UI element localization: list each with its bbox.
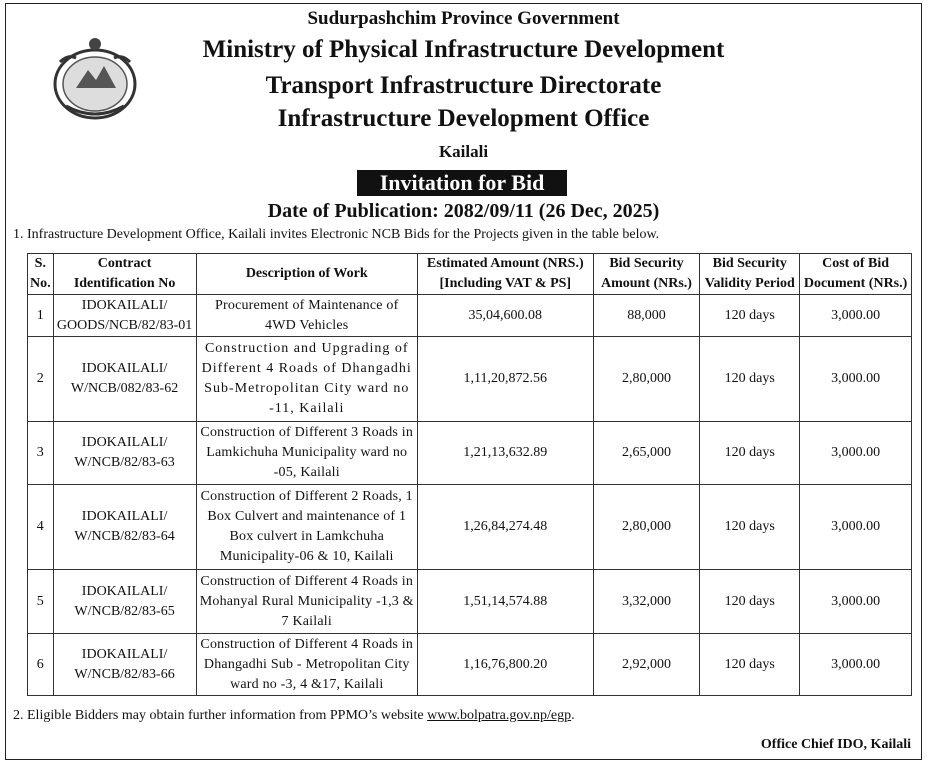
cell-cost: 3,000.00 xyxy=(800,295,912,337)
cell-validity: 120 days xyxy=(700,295,800,337)
cell-description: Construction of Different 2 Roads, 1 Box Culvert and maintenance of 1 Box culvert in Lamkchuha Municipality-06 & 10, Kailali xyxy=(196,485,417,570)
cell-validity: 120 days xyxy=(700,337,800,422)
cell-security: 3,32,000 xyxy=(593,570,700,634)
header-security: Bid Security Amount (NRs.) xyxy=(593,254,700,295)
office-heading: Infrastructure Development Office xyxy=(277,105,650,132)
table-row xyxy=(28,295,912,337)
cell-amount: 1,26,84,274.48 xyxy=(417,485,593,570)
cell-cost: 3,000.00 xyxy=(800,337,912,422)
cell-sn: 3 xyxy=(28,422,54,485)
cell-validity: 120 days xyxy=(700,422,800,485)
cell-amount: 35,04,600.08 xyxy=(417,295,593,337)
note-2 xyxy=(13,708,575,724)
ppmo-website-link[interactable]: www.bolpatra.gov.np/egp xyxy=(427,708,572,723)
table-row xyxy=(28,337,912,422)
note-1: 1. Infrastructure Development Office, Kailali invites Electronic NCB Bids for the Projects given in the table below. xyxy=(13,227,660,242)
cell-validity: 120 days xyxy=(700,485,800,570)
cell-sn: 6 xyxy=(28,634,54,696)
cell-description: Construction and Upgrading of Different 4 Roads of Dhangadhi Sub-Metropolitan City ward no -11, Kailali xyxy=(196,337,417,422)
cell-contract: IDOKAILALI/ W/NCB/082/83-62 xyxy=(53,337,196,422)
cell-contract: IDOKAILALI/ GOODS/NCB/82/83-01 xyxy=(53,295,196,337)
table-row xyxy=(28,422,912,485)
header-description: Description of Work xyxy=(196,254,417,295)
signature: Office Chief IDO, Kailali xyxy=(760,737,911,752)
invitation-banner: Invitation for Bid xyxy=(357,170,567,196)
cell-cost: 3,000.00 xyxy=(800,570,912,634)
note-2-text: 2. Eligible Bidders may obtain further information from PPMO’s website xyxy=(13,708,428,723)
header-amount: Estimated Amount (NRS.) [Including VAT & PS] xyxy=(417,254,593,295)
cell-cost: 3,000.00 xyxy=(800,634,912,696)
cell-description: Construction of Different 4 Roads in Mohanyal Rural Municipality -1,3 & 7 Kailali xyxy=(196,570,417,634)
cell-security: 2,65,000 xyxy=(593,422,700,485)
cell-validity: 120 days xyxy=(700,570,800,634)
directorate-heading: Transport Infrastructure Directorate xyxy=(265,72,662,99)
district-heading: Kailali xyxy=(438,142,489,161)
cell-security: 2,92,000 xyxy=(593,634,700,696)
cell-security: 88,000 xyxy=(593,295,700,337)
table-row xyxy=(28,570,912,634)
header-cost: Cost of Bid Document (NRs.) xyxy=(800,254,912,295)
publication-date: Date of Publication: 2082/09/11 (26 Dec, 2025) xyxy=(267,200,660,222)
header-contract: Contract Identification No xyxy=(53,254,196,295)
cell-contract: IDOKAILALI/ W/NCB/82/83-65 xyxy=(53,570,196,634)
cell-amount: 1,51,14,574.88 xyxy=(417,570,593,634)
header-validity: Bid Security Validity Period xyxy=(700,254,800,295)
cell-description: Procurement of Maintenance of 4WD Vehicles xyxy=(196,295,417,337)
province-heading: Sudurpashchim Province Government xyxy=(307,8,620,29)
table-row xyxy=(28,485,912,570)
cell-description: Construction of Different 3 Roads in Lamkichuha Municipality ward no -05, Kailali xyxy=(196,422,417,485)
header-sn: S. No. xyxy=(28,254,54,295)
table-header-row xyxy=(28,254,912,295)
cell-security: 2,80,000 xyxy=(593,337,700,422)
table-row xyxy=(28,634,912,696)
cell-description: Construction of Different 4 Roads in Dhangadhi Sub - Metropolitan City ward no -3, 4 &17, Kailali xyxy=(196,634,417,696)
cell-cost: 3,000.00 xyxy=(800,422,912,485)
note-2-suffix: . xyxy=(571,708,575,723)
ministry-heading: Ministry of Physical Infrastructure Development xyxy=(202,36,725,63)
cell-amount: 1,21,13,632.89 xyxy=(417,422,593,485)
cell-contract: IDOKAILALI/ W/NCB/82/83-64 xyxy=(53,485,196,570)
cell-sn: 5 xyxy=(28,570,54,634)
cell-sn: 4 xyxy=(28,485,54,570)
cell-contract: IDOKAILALI/ W/NCB/82/83-66 xyxy=(53,634,196,696)
cell-amount: 1,11,20,872.56 xyxy=(417,337,593,422)
cell-cost: 3,000.00 xyxy=(800,485,912,570)
cell-contract: IDOKAILALI/ W/NCB/82/83-63 xyxy=(53,422,196,485)
cell-validity: 120 days xyxy=(700,634,800,696)
cell-sn: 2 xyxy=(28,337,54,422)
cell-sn: 1 xyxy=(28,295,54,337)
bid-table xyxy=(27,253,912,696)
cell-amount: 1,16,76,800.20 xyxy=(417,634,593,696)
cell-security: 2,80,000 xyxy=(593,485,700,570)
